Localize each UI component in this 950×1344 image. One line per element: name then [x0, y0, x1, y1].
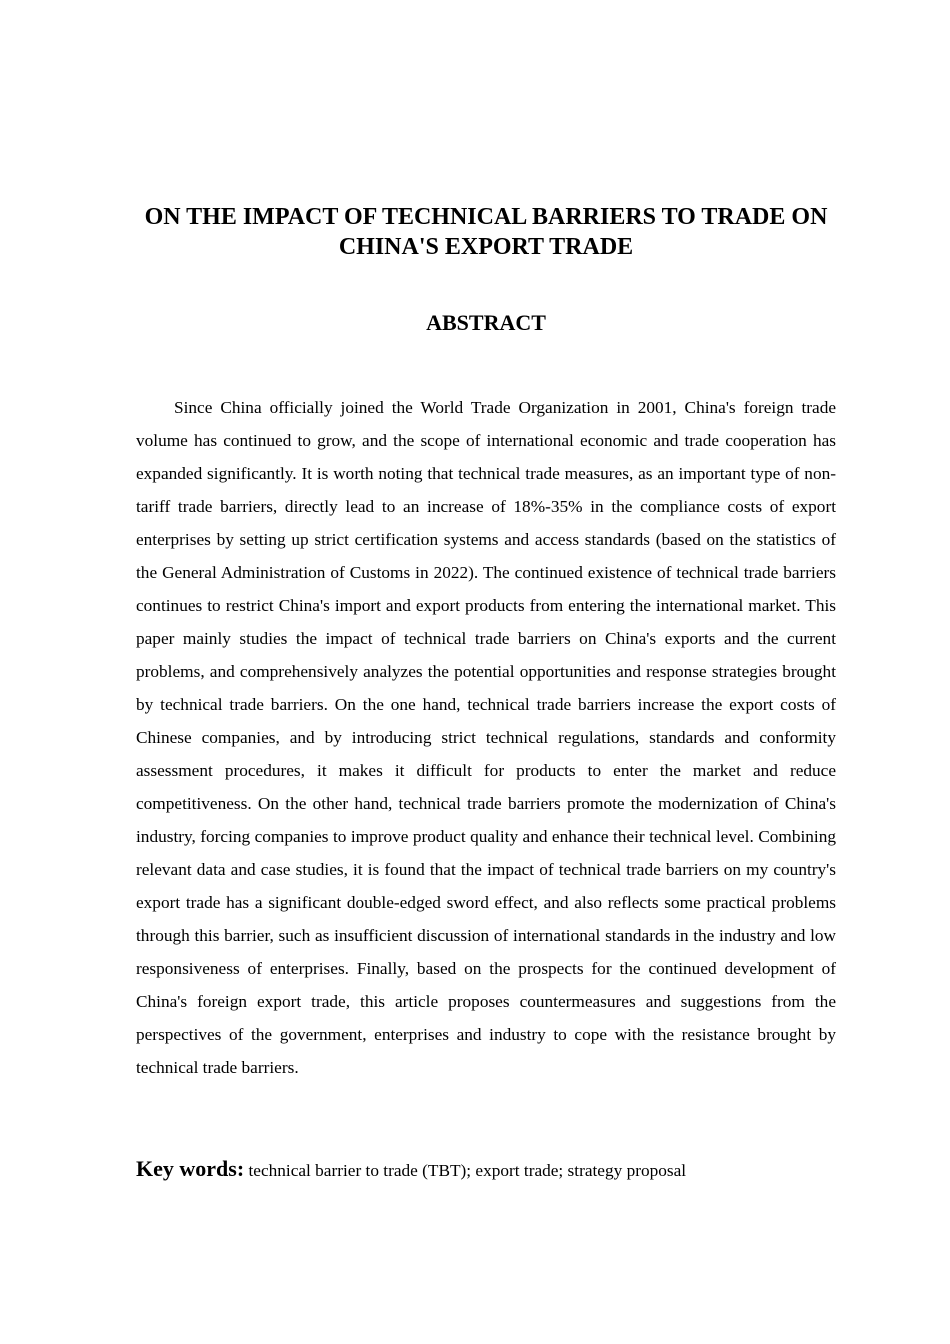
keywords-line	[136, 1152, 836, 1187]
abstract-paragraph: Since China officially joined the World Trade Organization in 2001, China's foreign trade volume has continued to grow, and the scope of international economic and trade cooperation has expanded significantly. It is worth noting that technical trade measures, as an important type of non-tariff trade barriers, directly lead to an increase of 18%-35% in the compliance costs of export enterprises by setting up strict certification systems and access standards (based on the statistics of the General Administration of Customs in 2022). The continued existence of technical trade barriers continues to restrict China's import and export products from entering the international market. This paper mainly studies the impact of technical trade barriers on China's exports and the current problems, and comprehensively analyzes the potential opportunities and response strategies brought by technical trade barriers. On the one hand, technical trade barriers increase the export costs of Chinese companies, and by introducing strict technical regulations, standards and conformity assessment procedures, it makes it difficult for products to enter the market and reduce competitiveness. On the other hand, technical trade barriers promote the modernization of China's industry, forcing companies to improve product quality and enhance their technical level. Combining relevant data and case studies, it is found that the impact of technical trade barriers on my country's export trade has a significant double-edged sword effect, and also reflects some practical problems through this barrier, such as insufficient discussion of international standards in the industry and low responsiveness of enterprises. Finally, based on the prospects for the continued development of China's foreign export trade, this article proposes countermeasures and suggestions from the perspectives of the government, enterprises and industry to cope with the resistance brought by technical trade barriers.	[136, 398, 836, 1077]
keywords-label: Key words:	[136, 1156, 245, 1181]
abstract-heading: ABSTRACT	[426, 310, 546, 335]
keywords-text: technical barrier to trade (TBT); export trade; strategy proposal	[248, 1161, 687, 1180]
paper-title: ON THE IMPACT OF TECHNICAL BARRIERS TO TRADE ON CHINA'S EXPORT TRADE	[144, 204, 828, 260]
